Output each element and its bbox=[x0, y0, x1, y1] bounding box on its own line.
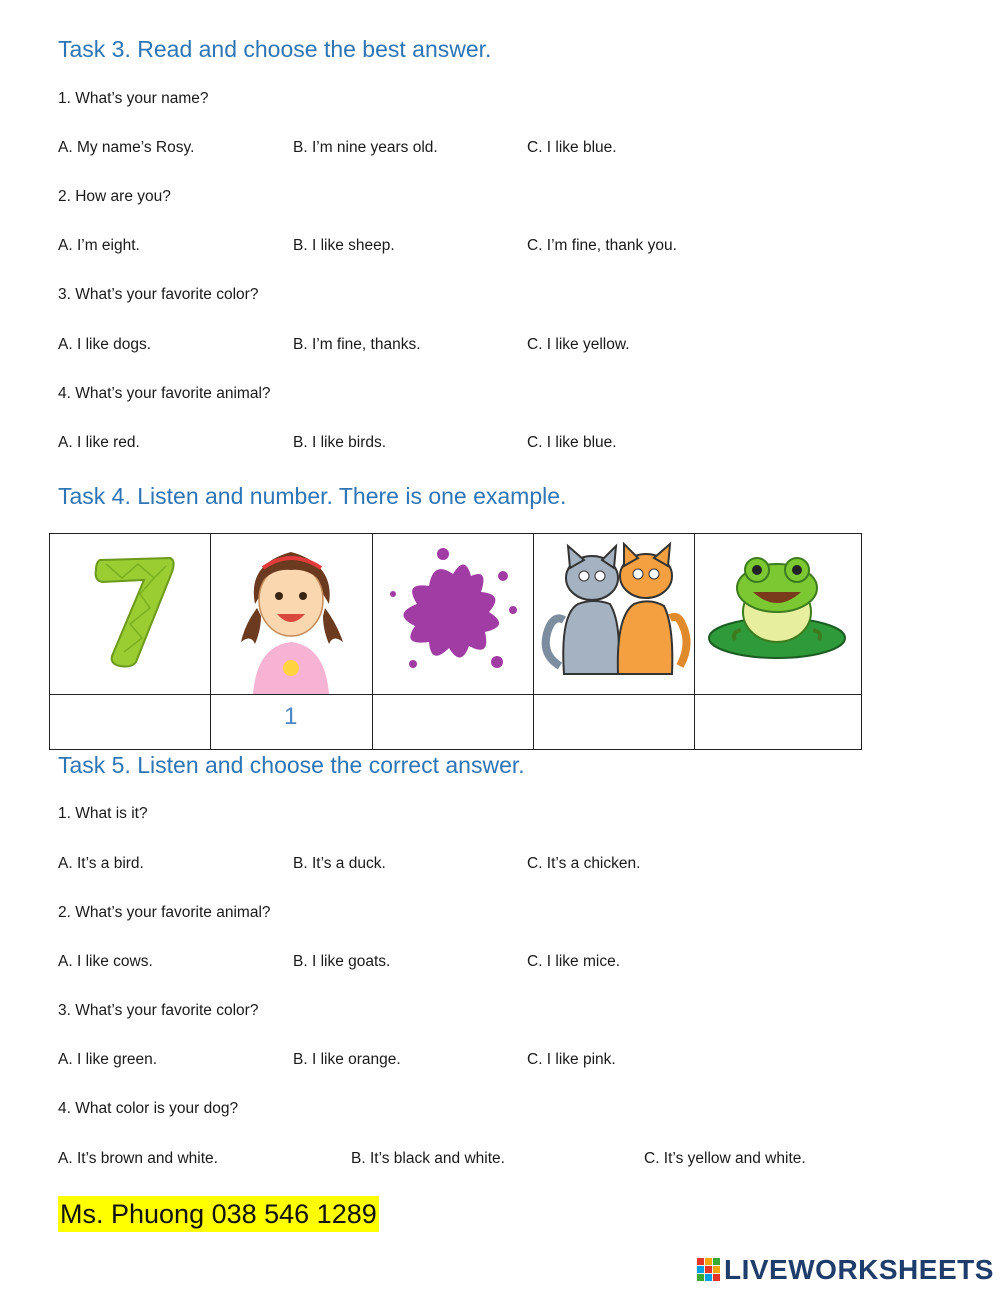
picture-cell-3 bbox=[372, 533, 534, 695]
answer-cell-4[interactable] bbox=[533, 694, 695, 750]
picture-cell-5 bbox=[694, 533, 862, 695]
frog-on-lily-pad-icon bbox=[695, 534, 861, 694]
task3-question-4: 4. What’s your favorite animal? bbox=[58, 385, 271, 402]
task5-q2-option-b[interactable]: B. I like goats. bbox=[293, 953, 391, 970]
answer-number-2: 1 bbox=[284, 703, 298, 730]
task3-question-2: 2. How are you? bbox=[58, 188, 171, 205]
task5-question-4: 4. What color is your dog? bbox=[58, 1100, 239, 1117]
task3-q4-option-b[interactable]: B. I like birds. bbox=[293, 434, 387, 451]
task5-q4-option-b[interactable]: B. It’s black and white. bbox=[351, 1150, 505, 1167]
liveworksheets-logo-icon bbox=[697, 1258, 721, 1282]
task3-q4-option-c[interactable]: C. I like blue. bbox=[527, 434, 617, 451]
picture-cell-2 bbox=[210, 533, 373, 695]
task3-title: Task 3. Read and choose the best answer. bbox=[58, 36, 492, 62]
number-seven-icon bbox=[50, 534, 210, 694]
task3-q3-option-c[interactable]: C. I like yellow. bbox=[527, 336, 630, 353]
task5-q1-option-a[interactable]: A. It’s a bird. bbox=[58, 855, 144, 872]
answer-cell-1[interactable] bbox=[49, 694, 211, 750]
task3-q4-option-a[interactable]: A. I like red. bbox=[58, 434, 140, 451]
answer-cell-5[interactable] bbox=[694, 694, 862, 750]
task3-q3-option-b[interactable]: B. I’m fine, thanks. bbox=[293, 336, 421, 353]
picture-cell-4 bbox=[533, 533, 695, 695]
task5-q1-option-c[interactable]: C. It’s a chicken. bbox=[527, 855, 641, 872]
purple-paint-splash-icon bbox=[373, 534, 533, 694]
task5-question-1: 1. What is it? bbox=[58, 805, 148, 822]
task5-question-2: 2. What’s your favorite animal? bbox=[58, 904, 271, 921]
task3-q1-option-c[interactable]: C. I like blue. bbox=[527, 139, 617, 156]
author-contact: Ms. Phuong 038 546 1289 bbox=[58, 1196, 379, 1232]
task5-q2-option-c[interactable]: C. I like mice. bbox=[527, 953, 621, 970]
task5-q4-option-a[interactable]: A. It’s brown and white. bbox=[58, 1150, 218, 1167]
task3-q2-option-a[interactable]: A. I’m eight. bbox=[58, 237, 140, 254]
task5-q1-option-b[interactable]: B. It’s a duck. bbox=[293, 855, 386, 872]
task5-q4-option-c[interactable]: C. It’s yellow and white. bbox=[644, 1150, 806, 1167]
task4-title: Task 4. Listen and number. There is one example. bbox=[58, 483, 567, 509]
task3-q1-option-b[interactable]: B. I’m nine years old. bbox=[293, 139, 438, 156]
task3-q3-option-a[interactable]: A. I like dogs. bbox=[58, 336, 152, 353]
task3-q1-option-a[interactable]: A. My name’s Rosy. bbox=[58, 139, 195, 156]
task3-q2-option-b[interactable]: B. I like sheep. bbox=[293, 237, 395, 254]
answer-cell-3[interactable] bbox=[372, 694, 534, 750]
task5-question-3: 3. What’s your favorite color? bbox=[58, 1002, 259, 1019]
task4-picture-table bbox=[49, 533, 862, 750]
task3-question-3: 3. What’s your favorite color? bbox=[58, 286, 259, 303]
liveworksheets-logo-text: LIVEWORKSHEETS bbox=[724, 1254, 994, 1285]
task5-q3-option-a[interactable]: A. I like green. bbox=[58, 1051, 158, 1068]
task5-q3-option-c[interactable]: C. I like pink. bbox=[527, 1051, 616, 1068]
girl-icon bbox=[211, 534, 372, 694]
answer-cell-2[interactable] bbox=[210, 694, 373, 750]
task3-question-1: 1. What’s your name? bbox=[58, 90, 209, 107]
liveworksheets-logo[interactable] bbox=[697, 1254, 997, 1286]
task5-title: Task 5. Listen and choose the correct answer. bbox=[58, 752, 525, 778]
task3-q2-option-c[interactable]: C. I’m fine, thank you. bbox=[527, 237, 677, 254]
picture-cell-1 bbox=[49, 533, 211, 695]
two-cats-icon bbox=[534, 534, 694, 694]
task5-q3-option-b[interactable]: B. I like orange. bbox=[293, 1051, 401, 1068]
task5-q2-option-a[interactable]: A. I like cows. bbox=[58, 953, 153, 970]
